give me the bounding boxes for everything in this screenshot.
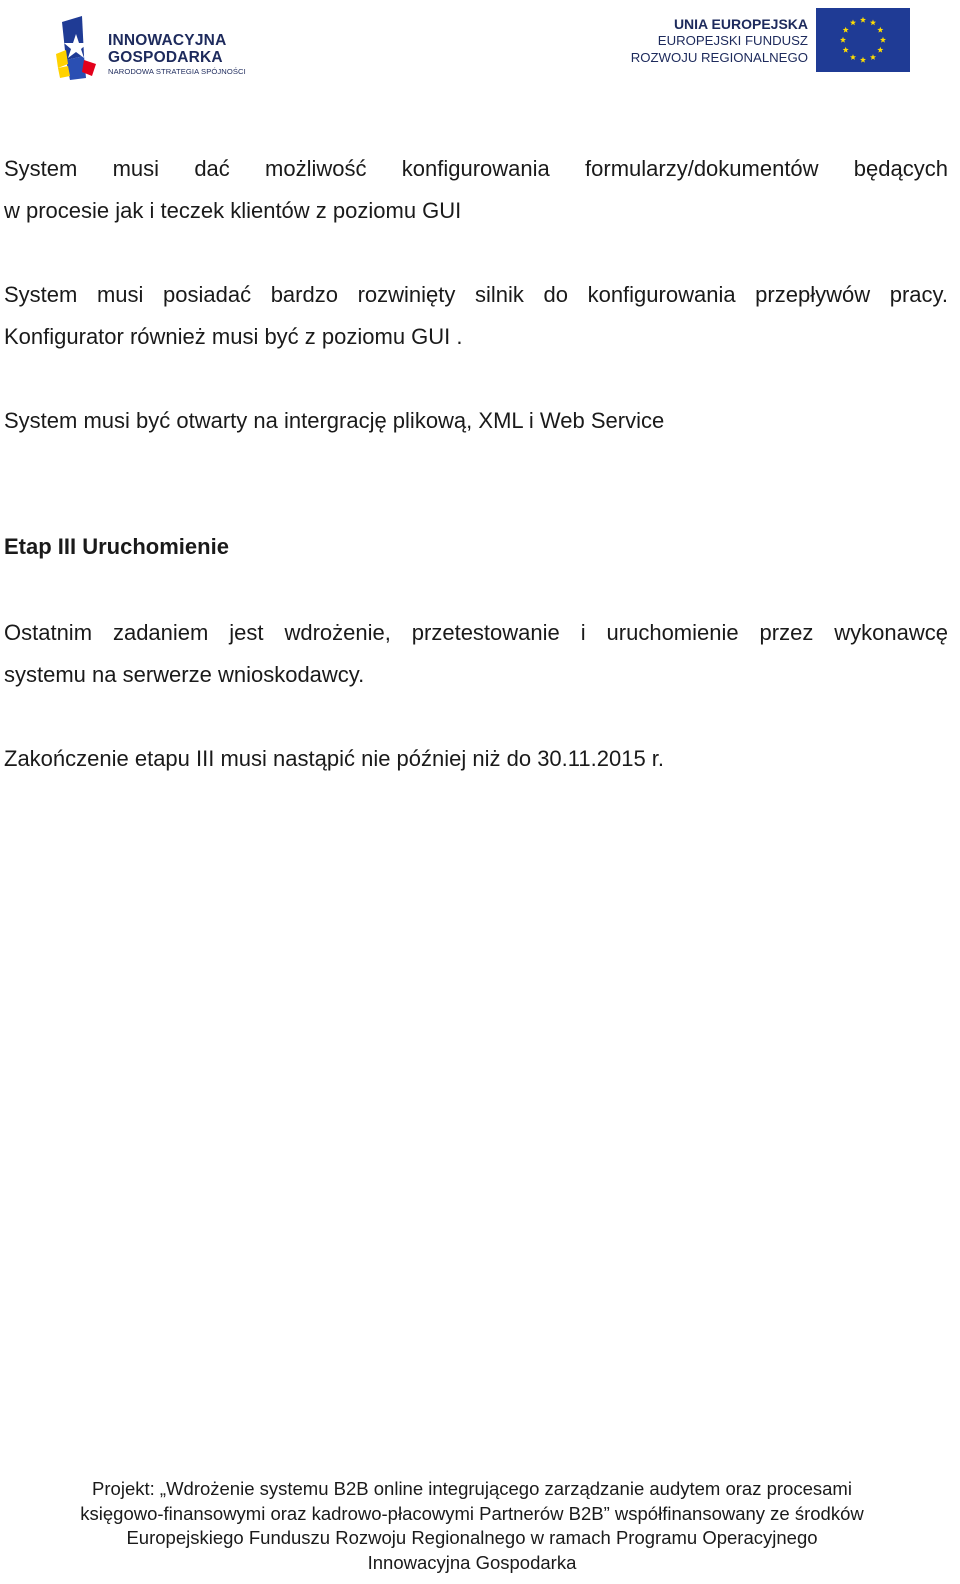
ue-line-rozwoju: ROZWOJU REGIONALNEGO: [630, 49, 808, 65]
logo-line-gospodarka: GOSPODARKA: [108, 49, 223, 66]
paragraph-line: Konfigurator również musi być z poziomu GUI .: [4, 324, 463, 349]
ue-line-fundusz: EUROPEJSKI FUNDUSZ: [657, 33, 808, 48]
paragraph-line: systemu na serwerze wnioskodawcy.: [4, 662, 365, 687]
logo-line-innowacyjna: INNOWACYJNA: [108, 32, 227, 49]
footer-line: księgowo-finansowymi oraz kadrowo-płacowymi Partnerów B2B” współfinansowany ze środków: [80, 1502, 864, 1524]
ue-logo-text: [631, 16, 808, 66]
innowacyjna-gospodarka-star-icon: [56, 16, 98, 80]
paragraph-line: w procesie jak i teczek klientów z poziomu GUI: [4, 198, 462, 223]
unia-europejska-logo: [630, 8, 912, 76]
page-footer: [0, 1477, 944, 1575]
ue-line-unia: UNIA EUROPEJSKA: [673, 16, 808, 32]
paragraph-line: System musi dać możliwość konfigurowania formularzy/dokumentów będących: [4, 156, 948, 181]
paragraph-deployment: [4, 612, 948, 696]
paragraph-workflow-engine: [4, 274, 948, 358]
paragraph-line: System musi posiadać bardzo rozwinięty silnik do konfigurowania przepływów pracy.: [4, 282, 948, 307]
footer-line: Innowacyjna Gospodarka: [367, 1551, 577, 1573]
logo-line-strategia: NARODOWA STRATEGIA SPÓJNOŚCI: [108, 67, 246, 76]
footer-line: Europejskiego Funduszu Rozwoju Regionalnego w ramach Programu Operacyjnego: [126, 1527, 818, 1548]
page-header: [0, 0, 960, 95]
eu-flag-icon: [816, 8, 910, 72]
paragraph-gui-configuration: [4, 148, 948, 232]
footer-line: Projekt: „Wdrożenie systemu B2B online integrującego zarządzanie audytem oraz procesami: [92, 1478, 852, 1499]
innowacyjna-gospodarka-logo: [56, 14, 246, 82]
section-heading: Etap III Uruchomienie: [4, 534, 229, 559]
paragraph-deadline: Zakończenie etapu III musi nastąpić nie później niż do 30.11.2015 r.: [4, 746, 665, 771]
paragraph-integration: System musi być otwarty na intergrację plikową, XML i Web Service: [4, 408, 665, 433]
paragraph-line: Ostatnim zadaniem jest wdrożenie, przetestowanie i uruchomienie przez wykonawcę: [4, 620, 948, 645]
